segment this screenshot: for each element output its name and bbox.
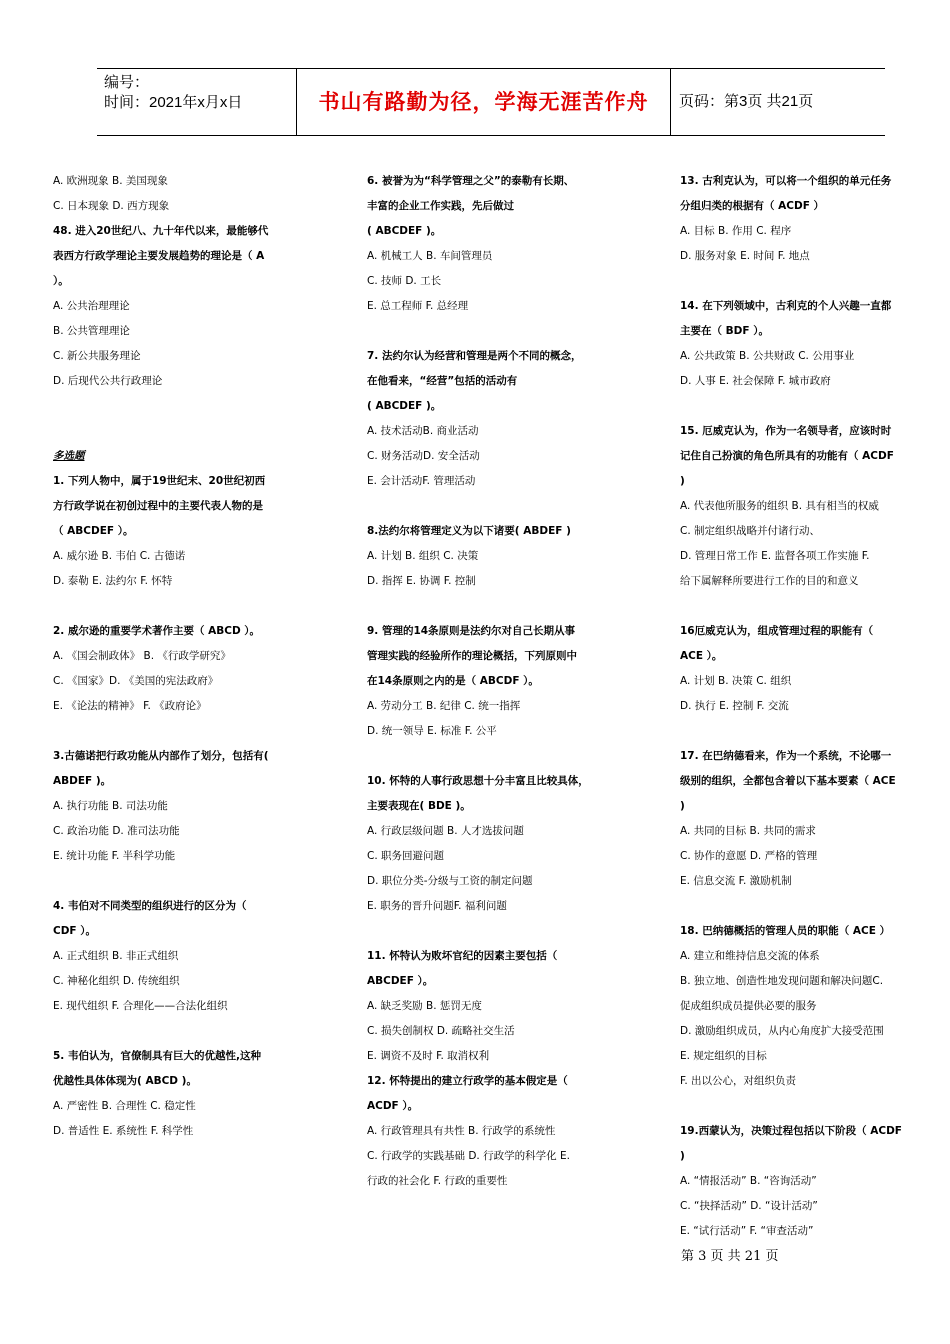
option-line: 行政的社会化 F. 行政的重要性 — [367, 1175, 508, 1187]
blank-line — [680, 894, 928, 919]
option-line: E. 总工程师 F. 总经理 — [367, 300, 469, 312]
header-page — [671, 69, 885, 135]
blank-line — [680, 719, 928, 744]
option-line: D. 人事 E. 社会保障 F. 城市政府 — [680, 375, 831, 387]
blank-line — [680, 269, 928, 294]
option-line: C. 制定组织战略并付诸行动、 — [680, 525, 821, 537]
blank-line — [680, 1094, 928, 1119]
question-line: 11. 怀特认为败坏官纪的因素主要包括（ — [367, 950, 558, 962]
option-line: A. 计划 B. 决策 C. 组织 — [680, 675, 792, 687]
question-line: 48. 进入20世纪八、九十年代以来，最能够代 — [53, 225, 269, 237]
option-line: A. 目标 B. 作用 C. 程序 — [680, 225, 792, 237]
question-line: ) — [680, 475, 685, 487]
option-line: C. 财务活动D. 安全活动 — [367, 450, 480, 462]
option-line: A. 威尔逊 B. 韦伯 C. 古德诺 — [53, 550, 186, 562]
option-line: 给下属解释所要进行工作的目的和意义 — [680, 575, 859, 587]
option-line: A. 劳动分工 B. 纪律 C. 统一指挥 — [367, 700, 521, 712]
option-line: D. 激励组织成员，从内心角度扩大接受范围 — [680, 1025, 884, 1037]
question-line: 记住自己扮演的角色所具有的功能有（ ACDF — [680, 450, 894, 462]
option-line: E. 职务的晋升问题F. 福利问题 — [367, 900, 507, 912]
question-line: 17. 在巴纳德看来，作为一个系统，不论哪一 — [680, 750, 892, 762]
question-line: 丰富的企业工作实践，先后做过 — [367, 200, 514, 212]
option-line: D. 泰勒 E. 法约尔 F. 怀特 — [53, 575, 173, 587]
question-line: 1. 下列人物中，属于19世纪末、20世纪初西 — [53, 475, 266, 487]
question-line: 在14条原则之内的是（ ABCDF ）。 — [367, 675, 539, 687]
question-line: CDF ）。 — [53, 925, 96, 937]
option-line: A. “情报活动” B. “咨询活动” — [680, 1175, 817, 1187]
column-left — [53, 169, 311, 1144]
option-line: C. “抉择活动” D. “设计活动” — [680, 1200, 818, 1212]
option-line: A. 代表他所服务的组织 B. 具有相当的权威 — [680, 500, 879, 512]
option-line: A. 行政管理具有共性 B. 行政学的系统性 — [367, 1125, 556, 1137]
option-line: A. 行政层级问题 B. 人才选拔问题 — [367, 825, 524, 837]
question-line: 方行政学说在初创过程中的主要代表人物的是 — [53, 500, 263, 512]
option-line: C. 新公共服务理论 — [53, 350, 141, 362]
blank-line — [53, 394, 311, 419]
question-line: ( ABCDEF )。 — [367, 400, 442, 412]
option-line: D. 普适性 E. 系统性 F. 科学性 — [53, 1125, 194, 1137]
blank-line — [367, 594, 625, 619]
blank-line — [367, 744, 625, 769]
option-line: A. 欧洲现象 B. 美国现象 — [53, 175, 168, 187]
section-heading-text: 多选题 — [53, 450, 85, 462]
option-line: A. 机械工人 B. 车间管理员 — [367, 250, 493, 262]
question-line: ABCDEF ）。 — [367, 975, 434, 987]
blank-line — [367, 319, 625, 344]
question-line: 主要在（ BDF ）。 — [680, 325, 769, 337]
question-line: （ ABCDEF ）。 — [53, 525, 134, 537]
option-line: A. 共同的目标 B. 共同的需求 — [680, 825, 816, 837]
blank-line — [53, 419, 311, 444]
question-line: 3.古德诺把行政功能从内部作了划分，包括有( — [53, 750, 269, 762]
section-heading — [53, 444, 311, 469]
option-line: A. 技术活动B. 商业活动 — [367, 425, 479, 437]
option-line: C. 神秘化组织 D. 传统组织 — [53, 975, 180, 987]
question-line: 表西方行政学理论主要发展趋势的理论是（ A — [53, 250, 265, 262]
question-line: 在他看来，“经营”包括的活动有 — [367, 375, 518, 387]
question-line: 6. 被誉为为“科学管理之父”的泰勒有长期、 — [367, 175, 575, 187]
option-line: D. 指挥 E. 协调 F. 控制 — [367, 575, 476, 587]
option-line: C. 技师 D. 工长 — [367, 275, 442, 287]
option-line: A. 缺乏奖励 B. 惩罚无度 — [367, 1000, 482, 1012]
option-line: E. 《论法的精神》 F. 《政府论》 — [53, 700, 207, 712]
option-line: A. 严密性 B. 合理性 C. 稳定性 — [53, 1100, 196, 1112]
blank-line — [680, 394, 928, 419]
option-line: E. 信息交流 F. 激励机制 — [680, 875, 792, 887]
option-line: E. “试行活动” F. “审查活动” — [680, 1225, 814, 1237]
question-line: 5. 韦伯认为，官僚制具有巨大的优越性,这种 — [53, 1050, 261, 1062]
column-middle — [367, 169, 625, 1194]
question-line: 7. 法约尔认为经营和管理是两个不同的概念， — [367, 350, 582, 362]
option-line: C. 政治功能 D. 准司法功能 — [53, 825, 180, 837]
page-number-label: 页码：第3页 共21页 — [679, 93, 814, 110]
option-line: C. 《国家》D. 《美国的宪法政府》 — [53, 675, 219, 687]
blank-line — [367, 919, 625, 944]
question-line: 优越性具体体现为( ABCD )。 — [53, 1075, 197, 1087]
blank-line — [53, 869, 311, 894]
option-line: E. 现代组织 F. 合理化——合法化组织 — [53, 1000, 228, 1012]
blank-line — [53, 594, 311, 619]
question-line: ACE ）。 — [680, 650, 723, 662]
question-line: 15. 厄威克认为，作为一名领导者，应该时时 — [680, 425, 892, 437]
option-line: E. 调资不及时 F. 取消权利 — [367, 1050, 490, 1062]
option-line: F. 出以公心，对组织负责 — [680, 1075, 797, 1087]
question-line: 13. 古利克认为，可以将一个组织的单元任务 — [680, 175, 892, 187]
question-line: 12. 怀特提出的建立行政学的基本假定是（ — [367, 1075, 568, 1087]
blank-line — [53, 719, 311, 744]
option-line: A. 执行功能 B. 司法功能 — [53, 800, 168, 812]
option-line: 促成组织成员提供必要的服务 — [680, 1000, 817, 1012]
option-line: E. 规定组织的目标 — [680, 1050, 767, 1062]
question-line: 分组归类的根据有（ ACDF ） — [680, 200, 825, 212]
option-line: D. 后现代公共行政理论 — [53, 375, 163, 387]
question-line: 9. 管理的14条原则是法约尔对自己长期从事 — [367, 625, 576, 637]
option-line: A. 《国会制政体》 B. 《行政学研究》 — [53, 650, 231, 662]
header-meta — [97, 69, 297, 135]
option-line: B. 独立地、创造性地发现问题和解决问题C. — [680, 975, 884, 987]
option-line: D. 服务对象 E. 时间 F. 地点 — [680, 250, 810, 262]
blank-line — [53, 1019, 311, 1044]
option-line: D. 执行 E. 控制 F. 交流 — [680, 700, 789, 712]
question-line: ( ABCDEF )。 — [367, 225, 442, 237]
option-line: B. 公共管理理论 — [53, 325, 130, 337]
question-line: 管理实践的经验所作的理论概括，下列原则中 — [367, 650, 577, 662]
option-line: C. 行政学的实践基础 D. 行政学的科学化 E. — [367, 1150, 570, 1162]
option-line: C. 损失创制权 D. 疏略社交生活 — [367, 1025, 515, 1037]
header-motto — [297, 69, 671, 135]
question-line: 16厄威克认为，组成管理过程的职能有（ — [680, 625, 874, 637]
question-line: ABDEF )。 — [53, 775, 112, 787]
blank-line — [367, 494, 625, 519]
time-label: 时间：2021年x月x日 — [104, 94, 243, 111]
motto-text: 书山有路勤为径，学海无涯苦作舟 — [318, 90, 649, 114]
option-line: A. 公共治理理论 — [53, 300, 130, 312]
question-line: 18. 巴纳德概括的管理人员的职能（ ACE ） — [680, 925, 891, 937]
option-line: E. 统计功能 F. 半科学功能 — [53, 850, 176, 862]
option-line: A. 正式组织 B. 非正式组织 — [53, 950, 179, 962]
option-line: D. 管理日常工作 E. 监督各项工作实施 F. — [680, 550, 870, 562]
question-line: 级别的组织，全都包含着以下基本要素（ ACE — [680, 775, 896, 787]
option-line: C. 日本现象 D. 西方现象 — [53, 200, 170, 212]
page-header — [97, 68, 885, 136]
option-line: C. 职务回避问题 — [367, 850, 445, 862]
question-line: 4. 韦伯对不同类型的组织进行的区分为（ — [53, 900, 247, 912]
question-line: 主要表现在( BDE )。 — [367, 800, 471, 812]
number-label: 编号： — [104, 74, 150, 91]
question-line: ) — [680, 800, 685, 812]
option-line: E. 会计活动F. 管理活动 — [367, 475, 476, 487]
option-line: A. 公共政策 B. 公共财政 C. 公用事业 — [680, 350, 855, 362]
option-line: A. 计划 B. 组织 C. 决策 — [367, 550, 479, 562]
page-footer: 第 3 页 共 21 页 — [681, 1249, 779, 1264]
question-line: 19.西蒙认为，决策过程包括以下阶段（ ACDF — [680, 1125, 902, 1137]
question-line: 8.法约尔将管理定义为以下诸要( ABDEF ) — [367, 525, 571, 537]
blank-line — [680, 594, 928, 619]
question-line: ACDF ）。 — [367, 1100, 419, 1112]
question-line: 14. 在下列领域中，古利克的个人兴趣一直都 — [680, 300, 892, 312]
question-line: ）。 — [53, 275, 69, 287]
question-line: 2. 威尔逊的重要学术著作主要（ ABCD ）。 — [53, 625, 261, 637]
question-line: ) — [680, 1150, 685, 1162]
option-line: D. 统一领导 E. 标准 F. 公平 — [367, 725, 497, 737]
option-line: A. 建立和维持信息交流的体系 — [680, 950, 820, 962]
column-right — [680, 169, 928, 1244]
option-line: C. 协作的意愿 D. 严格的管理 — [680, 850, 818, 862]
option-line: D. 职位分类-分级与工资的制定问题 — [367, 875, 533, 887]
question-line: 10. 怀特的人事行政思想十分丰富且比较具体， — [367, 775, 589, 787]
